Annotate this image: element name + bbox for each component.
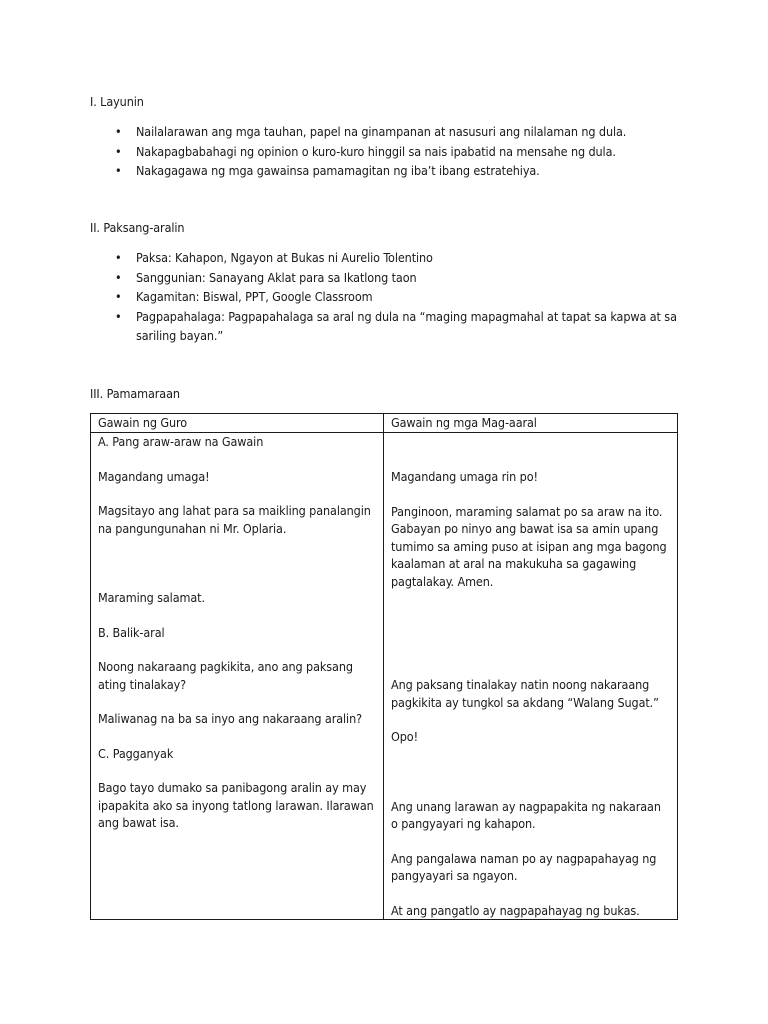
bullet-icon: • (115, 124, 122, 139)
list-item: • Nailalarawan ang mga tauhan, papel na ginampanan at nasusuri ang nilalaman ng dula. (90, 122, 690, 142)
bullet-icon: • (115, 289, 122, 304)
list-item: • Nakagagawa ng mga gawainsa pamamagitan ng iba’t ibang estratehiya. (90, 161, 690, 181)
section-title-layunin: I. Layunin (90, 94, 144, 109)
list-item: • Sanggunian: Sanayang Aklat para sa Ikatlong taon (90, 268, 680, 288)
bullet-icon: • (115, 308, 122, 324)
lesson-plan-table (90, 413, 678, 920)
bullet-icon: • (115, 250, 122, 265)
table-header-row (91, 414, 678, 433)
student-answer: Ang paksang tinalakay natin noong nakaraang pagkikita ay tungkol sa akdang “Walang Sugat.” (391, 677, 659, 710)
student-pic1: Ang unang larawan ay nagpapakita ng nakaraan o pangyayari ng kahapon. (391, 798, 661, 831)
student-prayer: Panginoon, maraming salamat po sa araw na ito. Gabayan po ninyo ang bawat isa sa amin upang tumimo sa aming puso at isipan ang mga bagong kaalaman at aral na makukuha sa gagawing pagtalakay. Amen. (391, 503, 667, 589)
list-item: • Paksa: Kahapon, Ngayon at Bukas ni Aurelio Tolentino (90, 248, 680, 268)
table-row (91, 433, 678, 920)
section-title-paksang-aralin: II. Paksang-aralin (90, 220, 185, 235)
teacher-activities-cell (91, 433, 384, 920)
teacher-check: Maliwanag na ba sa inyo ang nakaraang aralin? (98, 711, 362, 726)
step-c-title: C. Pagganyak (98, 745, 174, 761)
header-students: Gawain ng mga Mag-aaral (384, 414, 678, 433)
teacher-motivation: Bago tayo dumako sa panibagong aralin ay may ipapakita ako sa inyong tatlong larawan. Ilarawan ang bawat isa. (98, 780, 374, 830)
paksang-aralin-list (90, 248, 680, 346)
teacher-question: Noong nakaraang pagkikita, ano ang paksang ating tinalakay? (98, 659, 353, 692)
bullet-icon: • (115, 143, 122, 159)
student-pic3: At ang pangatlo ay nagpapahayag ng bukas. (391, 902, 640, 918)
header-teacher: Gawain ng Guro (91, 414, 384, 433)
list-item: • Nakapagbabahagi ng opinion o kuro-kuro hinggil sa nais ipabatid na mensahe ng dula. (90, 142, 690, 162)
teacher-thanks: Maraming salamat. (98, 590, 205, 605)
student-greeting: Magandang umaga rin po! (391, 469, 538, 484)
step-b-title: B. Balik-aral (98, 624, 165, 640)
teacher-greeting: Magandang umaga! (98, 468, 210, 484)
bullet-icon: • (115, 269, 122, 285)
step-a-title: A. Pang araw-araw na Gawain (98, 434, 264, 449)
student-opo: Opo! (391, 729, 418, 744)
list-item: • Pagpapahalaga: Pagpapahalaga sa aral ng dula na “maging mapagmahal at tapat sa kapwa at sa sariling bayan.” (115, 308, 677, 343)
list-item: • Kagamitan: Biswal, PPT, Google Classroom (90, 287, 680, 307)
layunin-list (90, 122, 690, 181)
student-activities-cell (384, 433, 678, 920)
teacher-prayer: Magsitayo ang lahat para sa maikling panalangin na pangungunahan ni Mr. Oplaria. (98, 503, 371, 536)
bullet-icon: • (115, 163, 122, 178)
section-title-pamamaraan: III. Pamamaraan (90, 386, 180, 401)
student-pic2: Ang pangalawa naman po ay nagpapahayag ng pangyayari sa ngayon. (391, 850, 657, 883)
